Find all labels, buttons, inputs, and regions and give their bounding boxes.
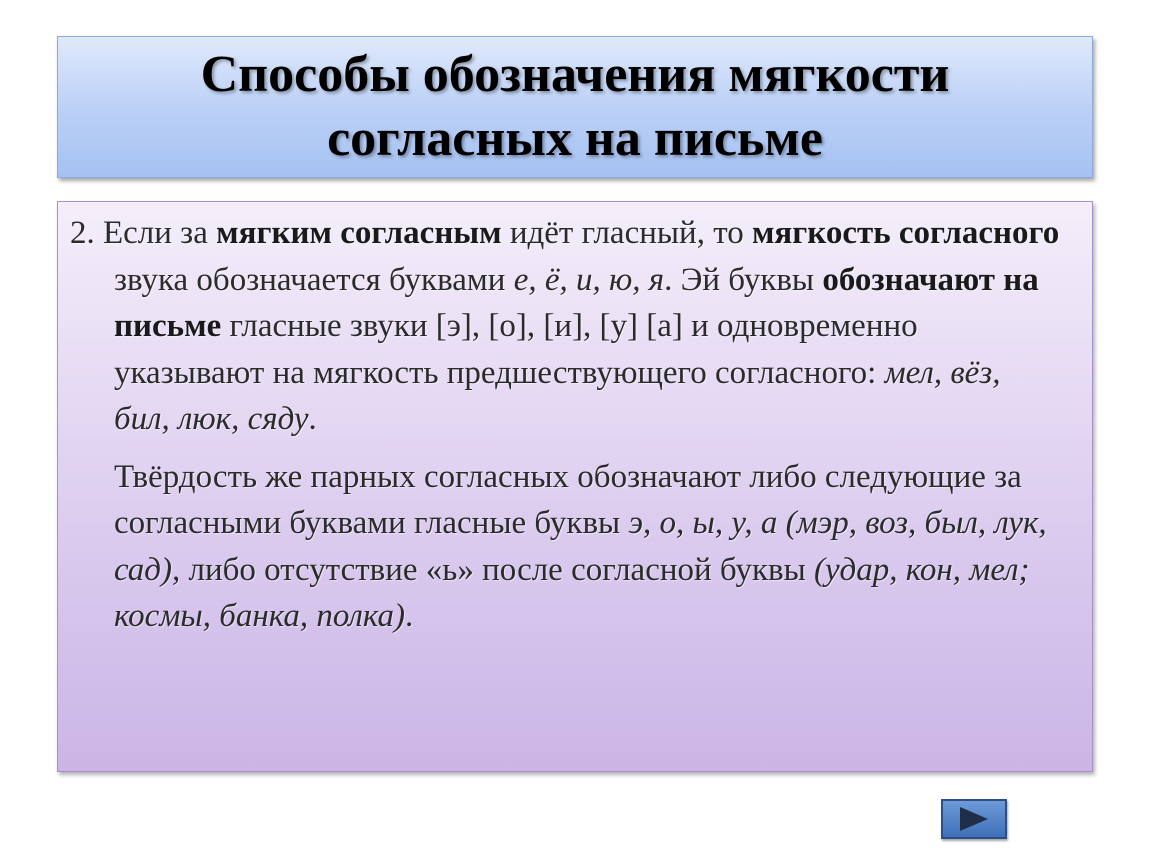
- text-segment: . Эй буквы: [664, 261, 823, 298]
- slide-title-line2: согласных на письме: [327, 110, 823, 167]
- text-segment: [777, 505, 785, 541]
- content-panel: [57, 201, 1093, 772]
- text-segment: идёт гласный, то: [501, 215, 752, 251]
- bold-term: мягкость согласного: [751, 215, 1060, 251]
- italic-examples: (удар, кон, мел; космы, банка, полка): [114, 551, 1030, 634]
- slide-title: [201, 43, 950, 171]
- paragraph-hard-consonants: [70, 454, 1064, 640]
- next-slide-button[interactable]: [941, 799, 1007, 839]
- italic-letters: е, ё, и, ю, я: [513, 261, 665, 298]
- paragraph-soft-consonants: [70, 210, 1064, 443]
- text-segment: Если за: [94, 215, 217, 251]
- text-segment: гласные звуки [э], [о], [и], [у] [а] и одновременно указывают на мягкость предшествующего согласного:: [114, 308, 918, 391]
- text-segment: звука обозначается буквами: [114, 261, 514, 298]
- bold-term: мягким согласным: [216, 215, 502, 251]
- title-banner: [57, 36, 1093, 178]
- paragraph-number: 2.: [70, 215, 95, 251]
- text-segment: Твёрдость же парных согласных обозначают либо следующие за согласными буквами гласные буквы: [114, 458, 1022, 541]
- text-segment: .: [308, 401, 317, 437]
- italic-examples: (мэр, воз, был, лук, сад),: [114, 505, 1047, 588]
- slide-title-line1: Способы обозначения мягкости: [200, 46, 950, 103]
- text-segment: либо отсутствие «ь» после согласной буквы: [180, 551, 814, 588]
- italic-letters: э, о, ы, у, а: [628, 505, 778, 541]
- bold-term: обозначают на письме: [114, 261, 1039, 344]
- text-segment: .: [405, 598, 414, 634]
- italic-examples: мел, вёз, бил, люк, сяду: [114, 354, 1001, 437]
- play-next-icon: [957, 806, 991, 832]
